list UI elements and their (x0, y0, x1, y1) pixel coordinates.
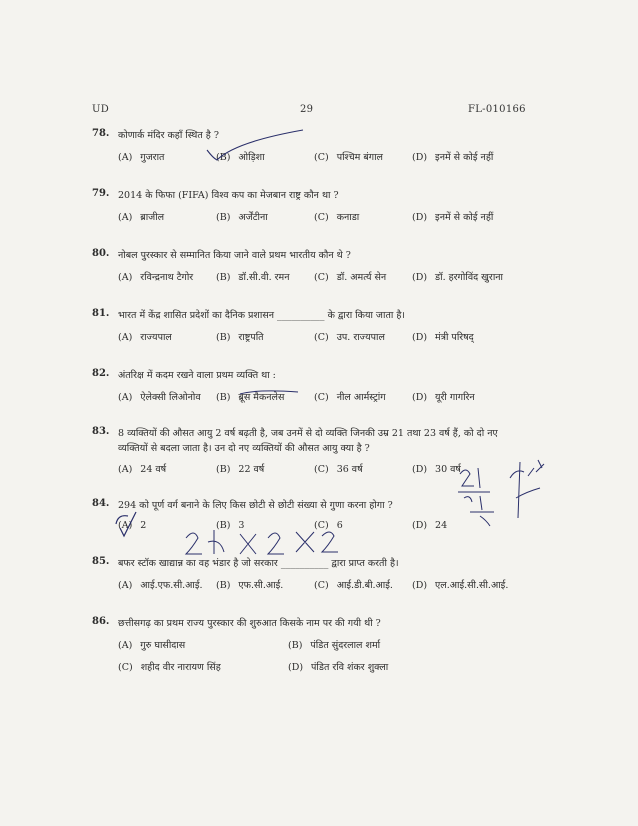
page-number: 29 (300, 104, 314, 115)
option-d: (D) इनमें से कोई नहीं (412, 152, 494, 163)
question-text: 8 व्यक्तियों की औसत आयु 2 वर्ष बढ़ती है, जब उनमें से दो व्यक्ति जिनकी उम्र 21 तथा 23 वर्ष हैं, को दो नए व्यक्तियों से बदला जाता है। उन दो नए व्यक्तियों की औसत आयु क्या है ? (118, 428, 498, 454)
question-text: अंतरिक्ष में कदम रखने वाला प्रथम व्यक्ति था : (118, 370, 276, 381)
question-text: बफर स्टॉक खाद्यान्न का वह भंडार है जो सरकार __________ द्वारा प्राप्त करती है। (118, 558, 399, 569)
options-row-1 (118, 638, 558, 652)
option-c: (C) उप. राज्यपाल (314, 332, 385, 343)
option-d: (D) यूरी गागरिन (412, 392, 475, 403)
question-text: 294 को पूर्ण वर्ग बनाने के लिए किस छोटी से छोटी संख्या से गुणा करना होगा ? (118, 500, 393, 511)
option-c: (C) डॉ. अमर्त्य सेन (314, 272, 387, 283)
option-b: (B) अर्जेंटीना (216, 212, 268, 223)
option-a: (A) आई.एफ.सी.आई. (118, 580, 203, 591)
options (118, 330, 558, 344)
option-d: (D) पंडित रवि शंकर शुक्ला (288, 662, 389, 673)
option-c: (C) नील आर्मस्ट्रांग (314, 392, 386, 403)
option-a: (A) रविन्द्रनाथ टैगोर (118, 272, 194, 283)
option-a: (A) 2 (118, 520, 147, 531)
question-number: 79. (92, 188, 110, 199)
question-number: 82. (92, 368, 110, 379)
option-b: (B) पंडित सुंदरलाल शर्मा (288, 640, 381, 651)
option-d: (D) इनमें से कोई नहीं (412, 212, 494, 223)
option-d: (D) 30 वर्ष (412, 464, 461, 475)
question-number: 80. (92, 248, 110, 259)
option-b: (B) डॉ.सी.वी. रमन (216, 272, 290, 283)
option-c: (C) शहीद वीर नारायण सिंह (118, 662, 221, 673)
option-c: (C) आई.डी.बी.आई. (314, 580, 393, 591)
question-number: 86. (92, 616, 110, 627)
question-number: 83. (92, 426, 110, 437)
option-a: (A) गुजरात (118, 152, 165, 163)
question-text: 2014 के फिफा (FIFA) विश्व कप का मेजबान राष्ट्र कौन था ? (118, 190, 339, 201)
option-c: (C) 6 (314, 520, 343, 531)
option-b: (B) 3 (216, 520, 245, 531)
option-a: (A) 24 वर्ष (118, 464, 167, 475)
option-d: (D) 24 (412, 520, 448, 531)
option-c: (C) कनाडा (314, 212, 360, 223)
header-left-code: UD (92, 104, 110, 115)
option-a: (A) गुरु घासीदास (118, 640, 186, 651)
paper-code: FL-010166 (468, 104, 526, 115)
option-c: (C) 36 वर्ष (314, 464, 363, 475)
option-b: (B) राष्ट्रपति (216, 332, 264, 343)
option-d: (D) एल.आई.सी.सी.आई. (412, 580, 509, 591)
option-a: (A) ऐलेक्सी लिओनोव (118, 392, 201, 403)
question-text: नोबल पुरस्कार से सम्मानित किया जाने वाले प्रथम भारतीय कौन थे ? (118, 250, 351, 261)
question-text: छत्तीसगढ़ का प्रथम राज्य पुरस्कार की शुरुआत किसके नाम पर की गयी थी ? (118, 618, 381, 629)
option-d: (D) मंत्री परिषद् (412, 332, 474, 343)
question-number: 85. (92, 556, 110, 567)
options (118, 578, 558, 592)
options (118, 270, 558, 284)
options (118, 390, 558, 404)
option-a: (A) राज्यपाल (118, 332, 172, 343)
option-c: (C) पश्चिम बंगाल (314, 152, 383, 163)
option-a: (A) ब्राजील (118, 212, 165, 223)
question-text: कोणार्क मंदिर कहाँ स्थित है ? (118, 130, 219, 141)
option-b: (B) 22 वर्ष (216, 464, 265, 475)
question-text: भारत में केंद्र शासित प्रदेशों का दैनिक प्रशासन __________ के द्वारा किया जाता है। (118, 310, 405, 321)
options (118, 210, 558, 224)
options (118, 462, 558, 476)
option-b: (B) एफ.सी.आई. (216, 580, 284, 591)
option-b: (B) ओड़िशा (216, 152, 265, 163)
question-number: 84. (92, 498, 110, 509)
question-number: 81. (92, 308, 110, 319)
options (118, 520, 558, 534)
options (118, 150, 558, 164)
option-b: (B) ब्रूस मैकनलेस (216, 392, 285, 403)
options-row-2 (118, 660, 558, 674)
option-d: (D) डॉ. हरगोविंद खुराना (412, 272, 504, 283)
question-number: 78. (92, 128, 110, 139)
